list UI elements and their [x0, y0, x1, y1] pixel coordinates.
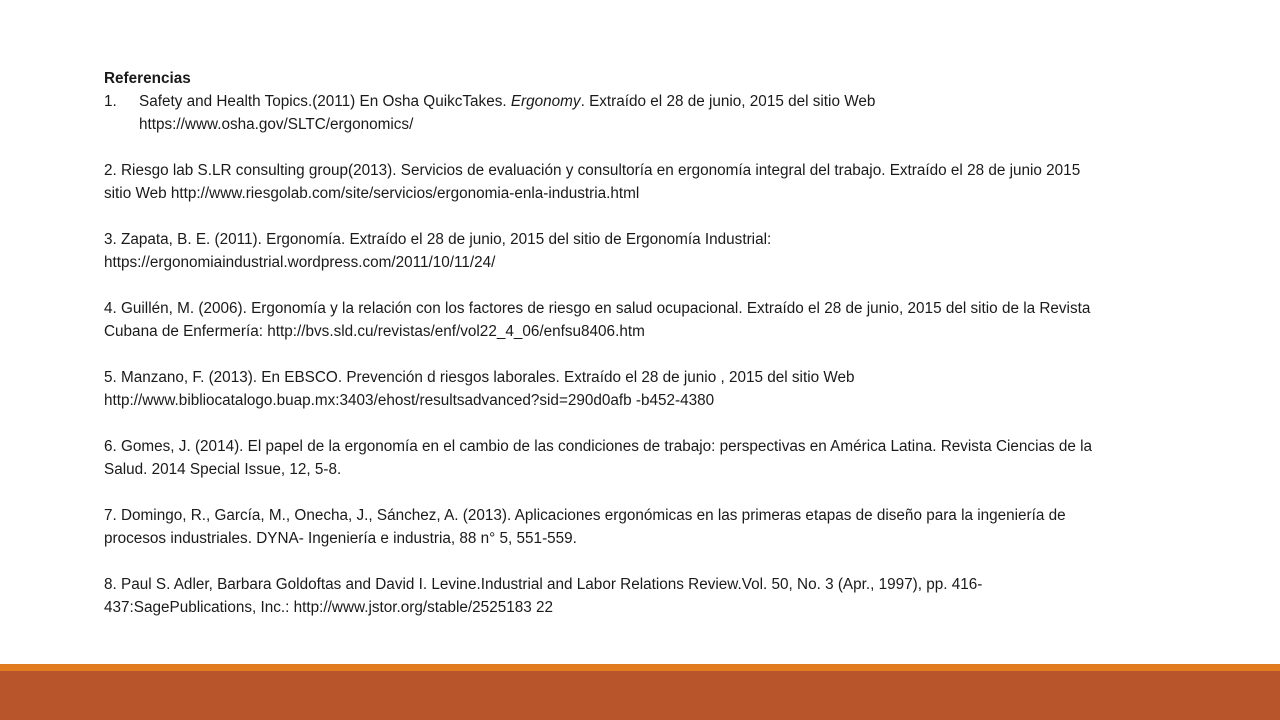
reference-line: sitio Web http://www.riesgolab.com/site/servicios/ergonomia-enla-industria.html — [104, 185, 640, 202]
references-heading: Referencias — [104, 70, 191, 87]
reference-item-8 — [104, 573, 1194, 619]
reference-line: http://www.bibliocatalogo.buap.mx:3403/ehost/resultsadvanced?sid=290d0afb -b452-4380 — [104, 392, 715, 409]
reference-number: 1. — [104, 93, 117, 110]
reference-line: procesos industriales. DYNA- Ingeniería e industria, 88 n° 5, 551-559. — [104, 530, 577, 547]
footer-accent-stripe — [0, 664, 1280, 671]
reference-line: 4. Guillén, M. (2006). Ergonomía y la relación con los factores de riesgo en salud ocupacional. Extraído el 28 de junio, 2015 del sitio de la Revista — [104, 300, 1091, 317]
reference-item-6 — [104, 435, 1194, 481]
reference-text: Safety and Health Topics.(2011) En Osha QuikcTakes. — [139, 93, 511, 110]
references-block — [104, 67, 1194, 619]
reference-line: 437:SagePublications, Inc.: http://www.jstor.org/stable/2525183 22 — [104, 599, 553, 616]
reference-line — [139, 90, 1194, 113]
reference-line: Cubana de Enfermería: http://bvs.sld.cu/revistas/enf/vol22_4_06/enfsu8406.htm — [104, 323, 645, 340]
reference-line: 3. Zapata, B. E. (2011). Ergonomía. Extraído el 28 de junio, 2015 del sitio de Ergonomía Industrial: — [104, 231, 772, 248]
reference-line: 5. Manzano, F. (2013). En EBSCO. Prevención d riesgos laborales. Extraído el 28 de junio , 2015 del sitio Web — [104, 369, 855, 386]
reference-item-1 — [104, 90, 1194, 136]
reference-line: 8. Paul S. Adler, Barbara Goldoftas and David I. Levine.Industrial and Labor Relations Review.Vol. 50, No. 3 (Apr., 1997), pp. 416- — [104, 576, 983, 593]
reference-item-3 — [104, 228, 1194, 274]
reference-line: 7. Domingo, R., García, M., Onecha, J., Sánchez, A. (2013). Aplicaciones ergonómicas en las primeras etapas de diseño para la ingeniería de — [104, 507, 1066, 524]
footer-band — [0, 671, 1280, 720]
reference-item-4 — [104, 297, 1194, 343]
reference-line: Salud. 2014 Special Issue, 12, 5-8. — [104, 461, 342, 478]
reference-line: 6. Gomes, J. (2014). El papel de la ergonomía en el cambio de las condiciones de trabajo: perspectivas en América Latina. Revista Ciencias de la — [104, 438, 1093, 455]
reference-item-5 — [104, 366, 1194, 412]
reference-item-7 — [104, 504, 1194, 550]
reference-url: https://www.osha.gov/SLTC/ergonomics/ — [139, 116, 414, 133]
reference-item-2 — [104, 159, 1194, 205]
reference-title-italic: Ergonomy — [510, 93, 581, 110]
reference-text: . Extraído el 28 de junio, 2015 del sitio Web — [580, 93, 876, 110]
reference-line: 2. Riesgo lab S.LR consulting group(2013). Servicios de evaluación y consultoría en ergonomía integral del trabajo. Extraído el 28 de junio 2015 — [104, 162, 1081, 179]
reference-line: https://ergonomiaindustrial.wordpress.com/2011/10/11/24/ — [104, 254, 496, 271]
